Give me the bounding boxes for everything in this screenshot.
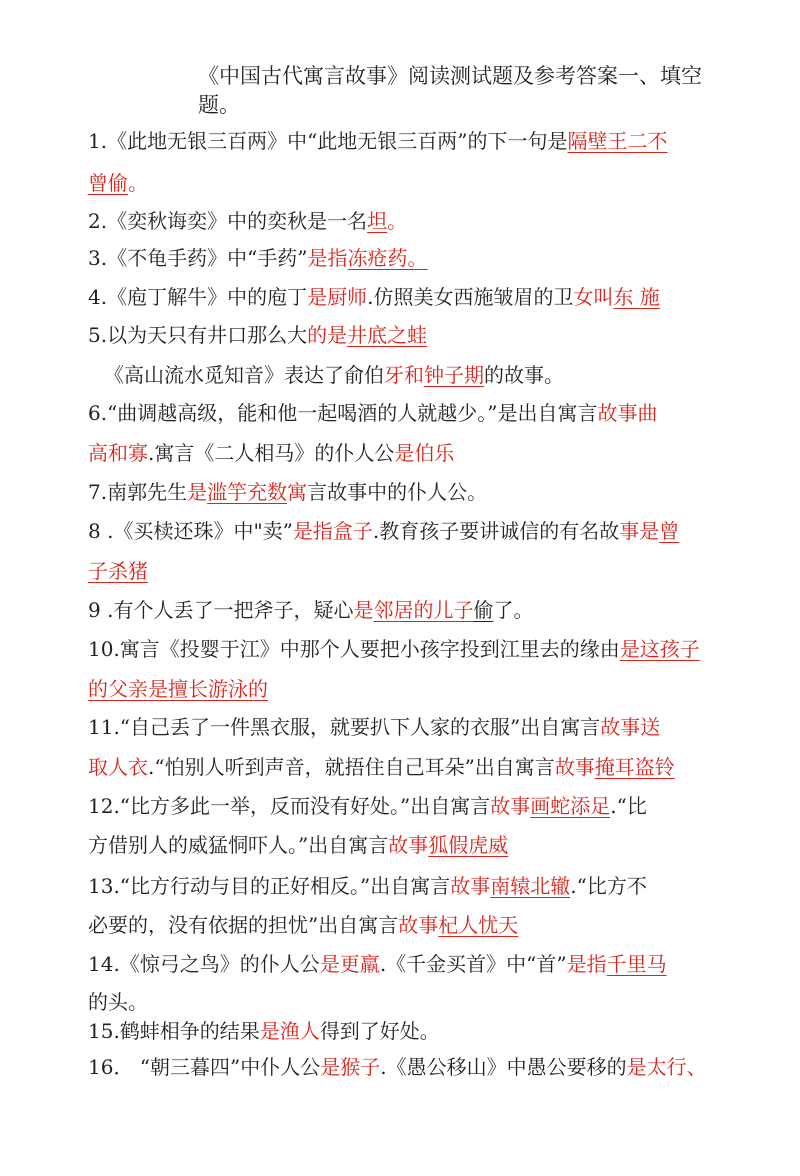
- q12-text: 12.“比方多此一举，反而没有好处。”出自寓言: [88, 794, 491, 818]
- q13-answer-2: 杞人忧天: [438, 913, 519, 937]
- q14-text: 14.《惊弓之鸟》的仆人公: [88, 952, 320, 976]
- q12-answer-1: 画蛇添足: [530, 794, 611, 818]
- q5b-answer-1: 牙和: [384, 363, 424, 387]
- q14-text-3: 的头。: [88, 990, 148, 1014]
- question-16: [88, 1054, 707, 1080]
- question-4: [88, 284, 660, 310]
- question-13-line1: [88, 873, 647, 899]
- q4-answer-2: 东 施: [613, 285, 660, 309]
- q6-text: 6.“曲调越高级，能和他一起喝酒的人就越少。”是出自寓言: [88, 401, 598, 425]
- q16-answer-2: 是太行、: [626, 1055, 707, 1079]
- q4-answer-1: 是厨师: [307, 285, 368, 309]
- question-15: [88, 1018, 440, 1044]
- question-3: [88, 245, 428, 271]
- q11-connector: 故事送: [600, 715, 661, 739]
- q13-connector-2: 故事: [398, 913, 439, 937]
- q13-text-2: .“比方不: [570, 874, 647, 898]
- q1-answer-part2: 曾偷: [88, 171, 128, 195]
- q9-answer-tail: 偷: [473, 598, 494, 622]
- q11-text-2: .“怕别人听到声音，就捂住自己耳朵”出自寓言: [148, 755, 555, 779]
- q12-text-3: 方借别人的威猛恫吓人。”出自寓言: [88, 833, 389, 857]
- q13-answer-1: 南辕北辙: [490, 874, 571, 898]
- q7-text: 7.南郭先生: [88, 480, 188, 504]
- q3-text: 3.《不龟手药》中“手药”: [88, 246, 308, 270]
- q15-answer: 是渔人: [259, 1019, 320, 1043]
- q11-connector-2: 故事: [554, 755, 595, 779]
- question-11-line1: [88, 714, 660, 740]
- q9-text-2: 了。: [493, 598, 534, 622]
- q11-answer-2: 掩耳盗铃: [594, 755, 675, 779]
- question-6-line1: [88, 400, 658, 426]
- q7-answer: 滥竽充数: [207, 480, 288, 504]
- q8-answer-1: 是指盒子: [292, 519, 373, 543]
- q13-text-3: 必要的，没有依据的担忧”出自寓言: [88, 913, 399, 937]
- question-14-line1: [88, 951, 667, 977]
- question-5b: [104, 362, 564, 388]
- question-13-line2: [88, 912, 518, 938]
- question-11-line2: [88, 754, 675, 780]
- question-2: [88, 208, 407, 234]
- q3-answer: 冻疮药。: [347, 246, 428, 270]
- question-8-line2: [88, 558, 148, 584]
- document-title: 《中国古代寓言故事》阅读测试题及参考答案一、填空题。: [198, 64, 702, 117]
- q7-text-2: 言故事中的仆人公。: [307, 480, 488, 504]
- question-8-line1: [88, 518, 679, 544]
- q6-text-2: .寓言《二人相马》的仆人公: [148, 441, 395, 465]
- q13-text: 13.“比方行动与目的正好相反。”出自寓言: [88, 874, 451, 898]
- q6-answer-1: 高和寡: [88, 441, 148, 465]
- q5b-answer-2: 钟子期: [424, 363, 484, 387]
- q2-text: 2.《奕秋诲奕》中的奕秋是一名: [88, 209, 368, 233]
- q12-connector-2: 故事: [388, 833, 429, 857]
- question-10-line1: [88, 636, 700, 662]
- q9-answer: 邻居的儿子: [373, 598, 474, 622]
- q12-answer-2: 狐假虎威: [428, 833, 509, 857]
- q5-text: 5.以为天只有井口那么大: [88, 323, 308, 347]
- q14-answer-1: 是更羸: [319, 952, 380, 976]
- q5b-text-2: 的故事。: [484, 363, 564, 387]
- q9-text: 9 .有个人丢了一把斧子，疑心: [88, 598, 354, 622]
- q14-answer-2: 千里马: [606, 952, 667, 976]
- q11-answer-1: 取人衣: [88, 755, 148, 779]
- q8-text: 8 .《买椟还珠》中"卖”: [88, 519, 293, 543]
- q10-text: 10.寓言《投婴于江》中那个人要把小孩字投到江里去的缘由: [88, 637, 620, 661]
- q5-answer: 井底之蛙: [347, 323, 428, 347]
- q8-answer-2b: 子杀猪: [88, 559, 148, 583]
- q16-text: 16． “朝三暮四”中仆人公: [88, 1055, 321, 1079]
- question-12-line1: [88, 793, 647, 819]
- q1-answer-part1: 隔壁王二不: [567, 129, 668, 153]
- q5-connector: 的是: [307, 323, 348, 347]
- q4-text-2: .仿照美女西施皱眉的卫: [367, 285, 574, 309]
- question-14-line2: [88, 989, 148, 1015]
- q15-text-2: 得到了好处。: [319, 1019, 440, 1043]
- q8-connector: 事是: [619, 519, 660, 543]
- q11-text: 11.“自己丢了一件黑衣服，就要扒下人家的衣服”出自寓言: [88, 715, 601, 739]
- q8-answer-2a: 曾: [659, 519, 680, 543]
- q3-connector: 是指: [307, 246, 348, 270]
- question-1-line1: [88, 128, 668, 154]
- q10-answer-2: 的父亲是擅长游泳的: [88, 677, 268, 701]
- question-9: [88, 597, 533, 623]
- q12-connector: 故事: [490, 794, 531, 818]
- q15-text: 15.鹤蚌相争的结果: [88, 1019, 260, 1043]
- q13-connector: 故事: [450, 874, 491, 898]
- q6-answer-2: 是伯乐: [394, 441, 455, 465]
- q14-text-2: .《千金买首》中“首”: [379, 952, 567, 976]
- question-5: [88, 322, 427, 348]
- q5b-text: 《高山流水觅知音》表达了俞伯: [104, 363, 384, 387]
- q10-answer-1: 是这孩子: [619, 637, 700, 661]
- question-7: [88, 479, 487, 505]
- q2-answer: 坦: [367, 209, 388, 233]
- question-1-line2: [88, 170, 148, 196]
- q1-period: 。: [128, 171, 148, 195]
- q16-text-2: .《愚公移山》中愚公要移的: [380, 1055, 627, 1079]
- q14-connector: 是指: [566, 952, 607, 976]
- question-12-line2: [88, 832, 508, 858]
- q7-connector: 是: [187, 480, 208, 504]
- q9-connector: 是: [353, 598, 374, 622]
- q1-text: 1.《此地无银三百两》中“此地无银三百两”的下一句是: [88, 129, 568, 153]
- q16-answer-1: 是猴子: [320, 1055, 381, 1079]
- q7-answer-tail: 寓: [287, 480, 308, 504]
- question-10-line2: [88, 676, 268, 702]
- q4-text: 4.《庖丁解牛》中的庖丁: [88, 285, 308, 309]
- q12-text-2: .“比: [610, 794, 647, 818]
- question-6-line2: [88, 440, 454, 466]
- q4-connector: 女叫: [573, 285, 614, 309]
- q8-text-2: .教育孩子要讲诚信的有名故: [372, 519, 620, 543]
- q6-connector: 故事曲: [597, 401, 658, 425]
- q2-period: 。: [387, 209, 408, 233]
